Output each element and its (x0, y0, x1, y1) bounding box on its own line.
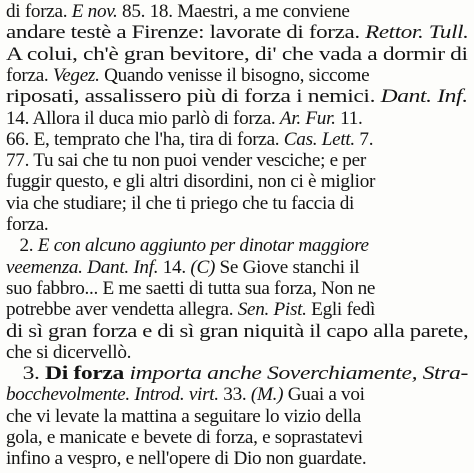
text-segment: via che studiare; il che ti priego che tu faccia di (6, 192, 355, 214)
text-segment: Rettor. Tull. (365, 22, 469, 44)
text-segment: E nov. (71, 1, 118, 22)
text-segment: 2. (6, 235, 38, 257)
text-segment: Sen. Pist. (237, 299, 307, 321)
line-10 (6, 193, 354, 215)
line-13 (6, 257, 359, 279)
text-segment: di forza. (6, 1, 72, 22)
text-segment: forza. (6, 214, 49, 235)
line-11 (6, 214, 48, 236)
text-segment: 33. (218, 384, 251, 406)
text-segment: importa anche Soverchiamente, Stra- (123, 363, 468, 385)
text-segment: 14. Allora il duca mio parlò di forza. (6, 107, 280, 129)
line-03 (6, 44, 468, 66)
text-segment: 3. (6, 363, 46, 385)
line-19 (6, 384, 365, 406)
text-segment: forza. (6, 64, 53, 86)
text-segment: suo fabbro... E me saetti di tutta sua forza, Non ne (6, 277, 376, 299)
text-segment: (M.) (250, 384, 284, 406)
line-16 (6, 321, 468, 343)
text-segment: Quando venisse il bisogno, siccome (99, 64, 370, 86)
text-segment: E con alcuno aggiunto per dinotar maggiore (37, 235, 369, 257)
text-segment: Ar. Fur. (279, 107, 336, 129)
line-01 (6, 1, 350, 23)
text-segment: Cas. Lett. (283, 128, 355, 150)
text-segment: 7. (354, 128, 374, 150)
text-segment: 11. (335, 107, 363, 129)
line-20 (6, 406, 361, 428)
text-segment: riposati, assalissero più di forza i nemici. (6, 86, 381, 108)
line-12 (6, 235, 369, 257)
text-segment: potrebbe aver vendetta allegra. (6, 299, 238, 321)
text-segment: Vegez. (52, 64, 100, 86)
line-22 (6, 448, 366, 470)
line-02 (6, 22, 469, 44)
line-05 (6, 86, 468, 108)
text-segment: Se Giove stanchi il (215, 256, 360, 278)
text-segment: A colui, ch'è gran bevitore, di' che vada a dormir di (6, 43, 468, 65)
line-04 (6, 65, 369, 87)
text-segment: fuggir questo, e gli altri disordini, non ci è miglior (6, 171, 376, 193)
line-17 (6, 342, 131, 364)
text-segment: Di forza (45, 363, 124, 385)
line-09 (6, 171, 375, 193)
text-segment: Egli fedì (306, 299, 376, 321)
text-segment: che si dicervellò. (6, 341, 132, 363)
text-segment: 85. 18. Maestri, a me conviene (117, 1, 350, 22)
line-21 (6, 427, 363, 449)
text-segment: andare testè a Firenze: lavorate di forza. (6, 22, 366, 44)
text-segment: 14. (158, 256, 191, 278)
line-07 (6, 129, 373, 151)
text-segment: 77. Tu sai che tu non puoi vender vesciche; e per (6, 150, 366, 172)
text-segment: gola, e manicate e bevete di forza, e soprastatevi (6, 427, 363, 448)
text-segment: che vi levate la mattina a seguitare lo vizio della (6, 405, 361, 427)
text-segment: Guai a voi (283, 384, 365, 406)
text-segment: (C) (190, 256, 216, 278)
line-06 (6, 108, 363, 130)
line-08 (6, 150, 366, 172)
line-15 (6, 299, 375, 321)
text-segment: Dant. Inf. (380, 86, 468, 108)
line-14 (6, 278, 375, 300)
text-segment: di sì gran forza e di sì gran niquità il capo alla parete, (6, 320, 469, 342)
text-segment: infino a vespro, e nell'opere di Dio non guardate. (6, 448, 367, 470)
text-segment: 66. E, temprato che l'ha, tira di forza. (6, 128, 284, 150)
text-segment: veemenza. Dant. Inf. (6, 256, 159, 278)
line-18 (6, 363, 468, 385)
text-segment: bocchevolmente. Introd. virt. (6, 384, 219, 406)
